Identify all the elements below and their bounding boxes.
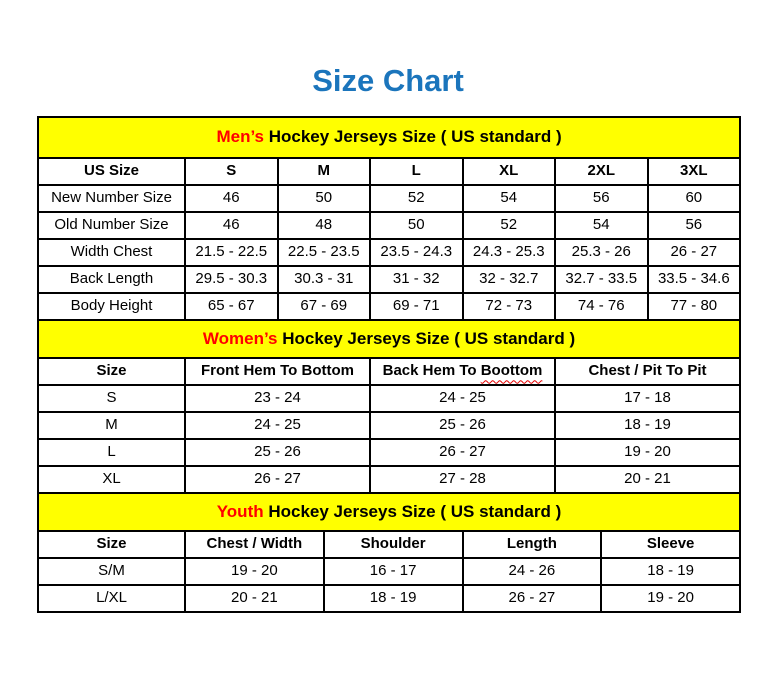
column-header: 3XL [648, 158, 741, 185]
column-header: Shoulder [324, 531, 463, 558]
column-header: Front Hem To Bottom [185, 358, 370, 385]
size-cell: 16 - 17 [324, 558, 463, 585]
size-cell: 21.5 - 22.5 [185, 239, 278, 266]
size-cell: 48 [278, 212, 371, 239]
table-row [38, 293, 740, 320]
size-cell: 50 [278, 185, 371, 212]
table-row [38, 466, 740, 493]
size-cell: 20 - 21 [185, 585, 324, 612]
table-row [38, 239, 740, 266]
size-cell: 27 - 28 [370, 466, 555, 493]
youth-banner-cell [38, 493, 740, 531]
size-cell: 56 [648, 212, 741, 239]
youth-banner-rest: Hockey Jerseys Size ( US standard ) [263, 501, 562, 521]
table-row [38, 439, 740, 466]
row-label: XL [38, 466, 185, 493]
size-cell: 19 - 20 [555, 439, 740, 466]
youth-header-row [38, 531, 740, 558]
size-cell: 26 - 27 [463, 585, 602, 612]
table-row [38, 266, 740, 293]
column-header: Size [38, 358, 185, 385]
row-label: New Number Size [38, 185, 185, 212]
size-cell: 17 - 18 [555, 385, 740, 412]
size-cell: 19 - 20 [185, 558, 324, 585]
size-cell: 26 - 27 [185, 466, 370, 493]
column-header: L [370, 158, 463, 185]
table-row [38, 385, 740, 412]
size-cell: 29.5 - 30.3 [185, 266, 278, 293]
womens-banner-highlight: Women’s [202, 328, 278, 348]
size-cell: 67 - 69 [278, 293, 371, 320]
page-title: Size Chart [312, 63, 464, 98]
size-cell: 32.7 - 33.5 [555, 266, 648, 293]
size-cell: 24.3 - 25.3 [463, 239, 556, 266]
mens-banner-cell [38, 117, 740, 158]
row-label: S [38, 385, 185, 412]
table-row [38, 185, 740, 212]
mens-size-table [37, 116, 741, 321]
row-label: S/M [38, 558, 185, 585]
size-cell: 54 [555, 212, 648, 239]
table-row [38, 558, 740, 585]
youth-table-banner [38, 493, 740, 531]
size-cell: 46 [185, 212, 278, 239]
size-cell: 22.5 - 23.5 [278, 239, 371, 266]
womens-header-row [38, 358, 740, 385]
size-cell: 26 - 27 [370, 439, 555, 466]
column-header: Chest / Width [185, 531, 324, 558]
size-cell: 50 [370, 212, 463, 239]
column-header: XL [463, 158, 556, 185]
table-row [38, 412, 740, 439]
size-cell: 31 - 32 [370, 266, 463, 293]
womens-banner-rest: Hockey Jerseys Size ( US standard ) [277, 328, 576, 348]
size-cell: 24 - 25 [185, 412, 370, 439]
mens-table-banner [38, 117, 740, 158]
column-header: US Size [38, 158, 185, 185]
row-label: Width Chest [38, 239, 185, 266]
youth-banner-highlight: Youth [216, 501, 264, 521]
mens-banner-rest: Hockey Jerseys Size ( US standard ) [264, 127, 562, 147]
size-cell: 20 - 21 [555, 466, 740, 493]
size-cell: 24 - 25 [370, 385, 555, 412]
size-cell: 23 - 24 [185, 385, 370, 412]
column-header: Length [463, 531, 602, 558]
size-cell: 69 - 71 [370, 293, 463, 320]
womens-size-table [37, 319, 741, 494]
size-cell: 74 - 76 [555, 293, 648, 320]
size-cell: 19 - 20 [601, 585, 740, 612]
size-cell: 23.5 - 24.3 [370, 239, 463, 266]
size-cell: 77 - 80 [648, 293, 741, 320]
column-header: M [278, 158, 371, 185]
row-label: L/XL [38, 585, 185, 612]
mens-header-row [38, 158, 740, 185]
row-label: Body Height [38, 293, 185, 320]
misspelled-word-squiggle: Boottom [480, 362, 543, 380]
size-cell: 72 - 73 [463, 293, 556, 320]
table-row [38, 585, 740, 612]
column-header: S [185, 158, 278, 185]
column-header: Sleeve [601, 531, 740, 558]
size-cell: 60 [648, 185, 741, 212]
womens-table-banner [38, 320, 740, 358]
row-label: Back Length [38, 266, 185, 293]
size-cell: 52 [463, 212, 556, 239]
column-header: Chest / Pit To Pit [555, 358, 740, 385]
size-cell: 25.3 - 26 [555, 239, 648, 266]
youth-size-table [37, 492, 741, 613]
size-cell: 52 [370, 185, 463, 212]
table-row [38, 212, 740, 239]
size-cell: 32 - 32.7 [463, 266, 556, 293]
size-cell: 46 [185, 185, 278, 212]
column-header-text: Back Hem To [382, 362, 481, 380]
size-cell: 26 - 27 [648, 239, 741, 266]
size-cell: 18 - 19 [555, 412, 740, 439]
column-header: 2XL [555, 158, 648, 185]
mens-banner-highlight: Men’s [216, 127, 264, 147]
size-cell: 65 - 67 [185, 293, 278, 320]
row-label: Old Number Size [38, 212, 185, 239]
size-cell: 18 - 19 [601, 558, 740, 585]
row-label: L [38, 439, 185, 466]
womens-banner-cell [38, 320, 740, 358]
column-header [370, 358, 555, 385]
column-header: Size [38, 531, 185, 558]
size-cell: 25 - 26 [370, 412, 555, 439]
size-cell: 33.5 - 34.6 [648, 266, 741, 293]
size-cell: 18 - 19 [324, 585, 463, 612]
row-label: M [38, 412, 185, 439]
size-chart-tables [37, 116, 739, 613]
size-cell: 54 [463, 185, 556, 212]
size-cell: 56 [555, 185, 648, 212]
size-cell: 24 - 26 [463, 558, 602, 585]
size-cell: 25 - 26 [185, 439, 370, 466]
size-cell: 30.3 - 31 [278, 266, 371, 293]
